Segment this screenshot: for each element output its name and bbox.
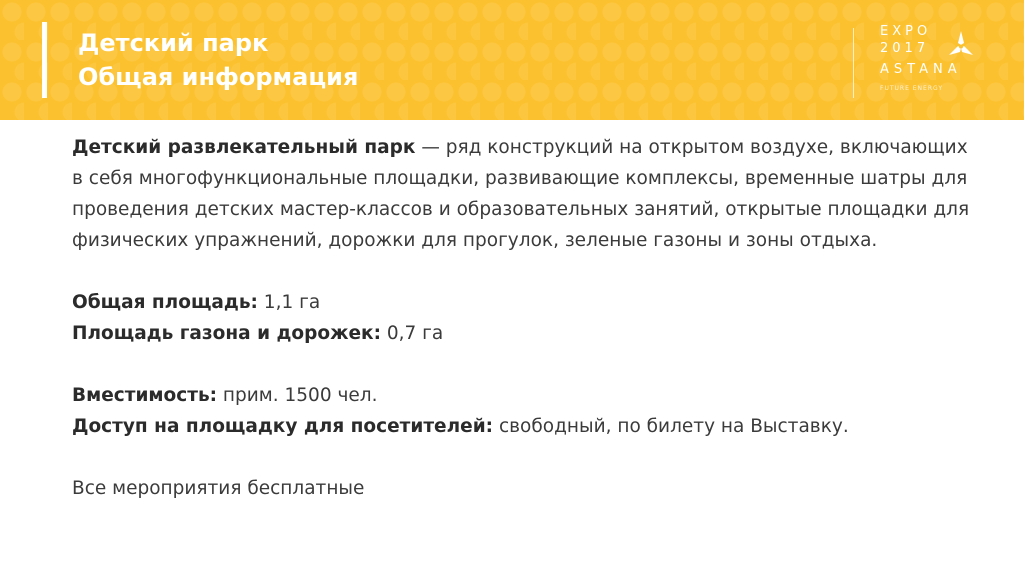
logo-divider xyxy=(853,28,854,98)
logo-expo-text: EXPO xyxy=(880,24,932,39)
lawn-area-line xyxy=(72,318,972,349)
intro-paragraph xyxy=(72,132,972,256)
total-area-line xyxy=(72,287,972,318)
slide-title xyxy=(78,26,358,94)
lawn-area-label: Площадь газона и дорожек: xyxy=(72,323,381,344)
intro-term: Детский развлекательный парк xyxy=(72,137,416,158)
slide-title-line2: Общая информация xyxy=(78,63,359,91)
free-events-note: Все мероприятия бесплатные xyxy=(72,478,365,499)
logo-year-text: 2017 xyxy=(880,41,930,56)
access-line xyxy=(72,411,972,442)
capacity-value: прим. 1500 чел. xyxy=(217,385,378,406)
slide-body xyxy=(72,132,972,504)
slide-title-line1: Детский парк xyxy=(78,29,269,57)
expo-2017-logo xyxy=(880,24,990,100)
intro-definition: — ряд конструкций на открытом воздухе, включающих в себя многофункциональные площадки, развивающие комплексы, временные шатры для проведения детских мастер-классов и образовательных занятий, открытые площадки для физических упражнений, дорожки для прогулок, зеленые газоны и зоны отдыха. xyxy=(72,137,970,251)
logo-tagline-text: FUTURE ENERGY xyxy=(880,85,944,92)
capacity-label: Вместимость: xyxy=(72,385,218,406)
access-value: свободный, по билету на Выставку. xyxy=(493,416,849,437)
expo-star-icon xyxy=(944,28,978,62)
capacity-line xyxy=(72,380,972,411)
header-accent-bar xyxy=(42,22,47,98)
logo-city-text: ASTANA xyxy=(880,62,962,77)
slide-header xyxy=(0,0,1024,120)
total-area-value: 1,1 га xyxy=(257,292,321,313)
access-label: Доступ на площадку для посетителей: xyxy=(72,416,494,437)
lawn-area-value: 0,7 га xyxy=(381,323,444,344)
total-area-label: Общая площадь: xyxy=(72,292,258,313)
